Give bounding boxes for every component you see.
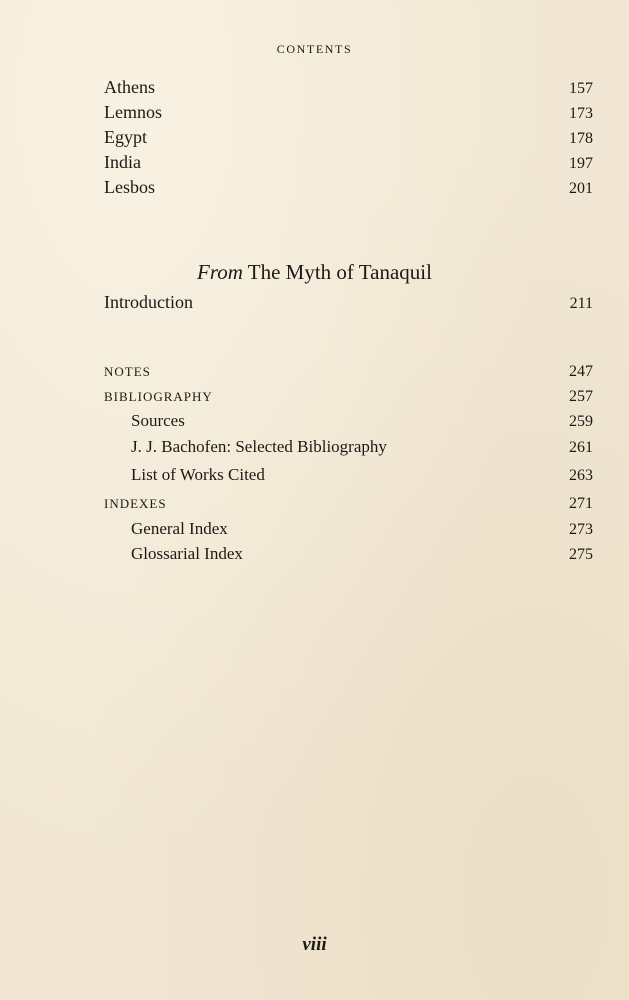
toc-entry-title: INDEXES [104, 496, 167, 511]
toc-entry-lemnos [104, 102, 593, 123]
toc-entry-page: 197 [569, 155, 593, 172]
toc-entry-page: 173 [569, 105, 593, 122]
toc-subentry-sources [104, 411, 593, 431]
toc-entry-page: 157 [569, 80, 593, 97]
toc-subentry-selected-bibliography [104, 437, 593, 457]
toc-entry-title: Introduction [104, 292, 193, 312]
toc-entry-title: Lemnos [104, 102, 162, 122]
toc-subentry-glossarial-index [104, 544, 593, 564]
toc-entry-title: BIBLIOGRAPHY [104, 389, 213, 404]
toc-subentry-general-index [104, 519, 593, 539]
toc-entry-page: 257 [569, 388, 593, 405]
toc-entry-title: Sources [131, 411, 185, 430]
toc-entry-page: 261 [569, 439, 593, 456]
toc-subentry-works-cited [104, 465, 593, 485]
toc-entry-title: General Index [131, 519, 228, 538]
toc-entry-notes [104, 363, 593, 381]
section-heading-from: From [197, 260, 243, 284]
toc-entry-title: J. J. Bachofen: Selected Bibliography [131, 437, 387, 456]
toc-entry-introduction [104, 292, 593, 313]
section-heading [0, 260, 629, 285]
toc-entry-page: 211 [569, 295, 593, 312]
toc-entry-page: 201 [569, 180, 593, 197]
toc-entry-egypt [104, 127, 593, 148]
toc-entry-page: 259 [569, 413, 593, 430]
toc-entry-page: 271 [569, 495, 593, 512]
toc-entry-india [104, 152, 593, 173]
toc-entry-indexes [104, 495, 593, 513]
toc-entry-page: 178 [569, 130, 593, 147]
page-number: viii [302, 934, 327, 955]
section-heading-title: The Myth of Tanaquil [247, 260, 432, 284]
toc-entry-title: NOTES [104, 364, 151, 379]
toc-entry-title: List of Works Cited [131, 465, 265, 484]
toc-entry-athens [104, 77, 593, 98]
running-head: CONTENTS [276, 42, 353, 56]
toc-entry-title: Glossarial Index [131, 544, 243, 563]
toc-entry-title: Egypt [104, 127, 147, 147]
toc-entry-page: 275 [569, 546, 593, 563]
toc-entry-bibliography [104, 388, 593, 406]
toc-entry-title: Lesbos [104, 177, 155, 197]
toc-entry-page: 263 [569, 467, 593, 484]
toc-entry-page: 247 [569, 363, 593, 380]
toc-entry-title: India [104, 152, 141, 172]
toc-entry-page: 273 [569, 521, 593, 538]
toc-entry-title: Athens [104, 77, 155, 97]
toc-entry-lesbos [104, 177, 593, 198]
